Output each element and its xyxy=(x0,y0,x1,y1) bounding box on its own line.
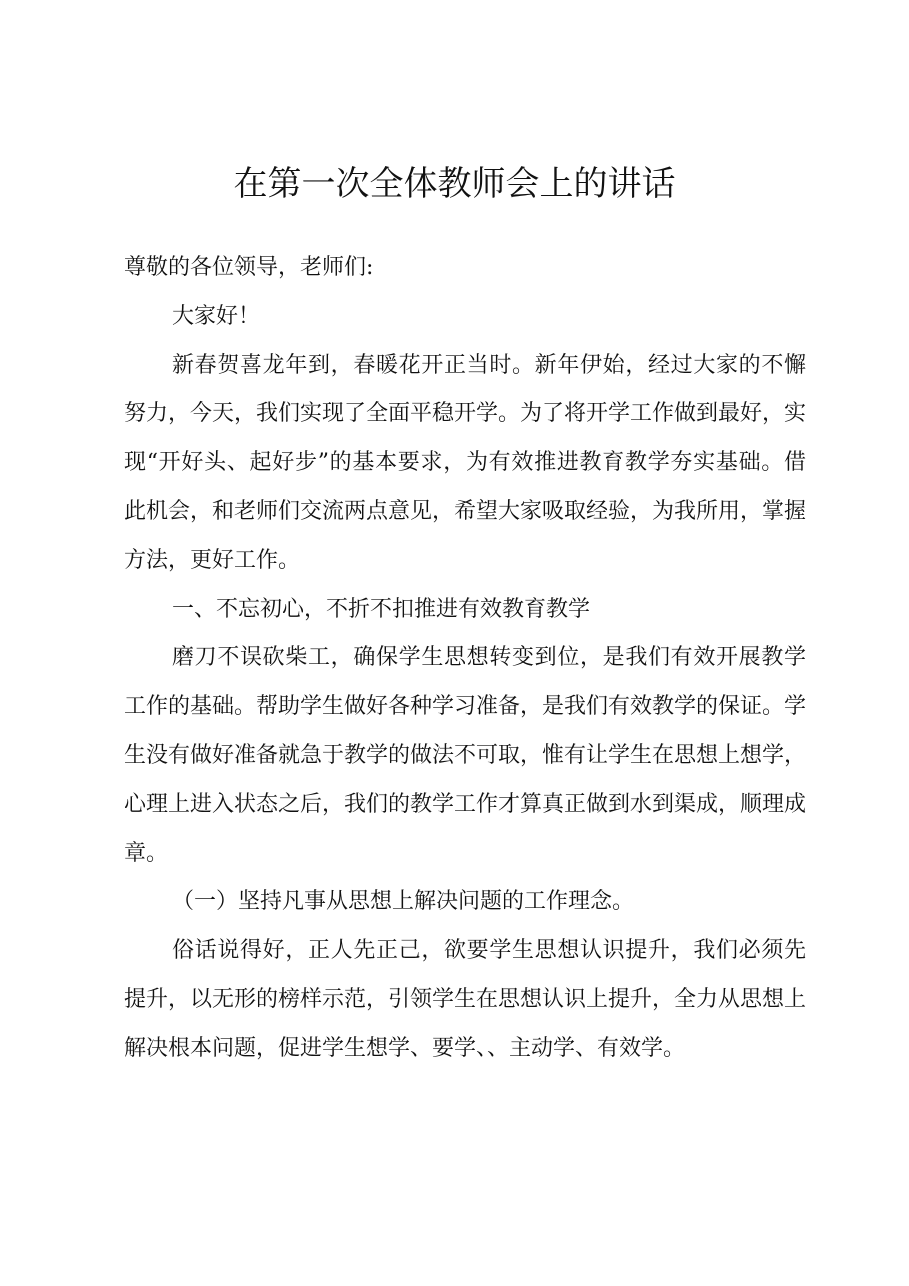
document-body xyxy=(124,244,806,1074)
greeting: 大家好！ xyxy=(172,303,261,329)
document-title: 在第一次全体教师会上的讲话 xyxy=(233,164,676,204)
salutation: 尊敬的各位领导，老师们: xyxy=(124,255,374,280)
section-paragraph-1: 磨刀不误砍柴工，确保学生思想转变到位，是我们有效开展教学工作的基础。帮助学生做好各种学习准备，是我们有效教学的保证。学生没有做好准备就急于教学的做法不可取，惟有让学生在思想上想学，心理上进入状态之后，我们的教学工作才算真正做到水到渠成，顺理成章。 xyxy=(124,645,807,866)
subsection-heading-1: （一）坚持凡事从思想上解决问题的工作理念。 xyxy=(172,889,635,915)
intro-paragraph: 新春贺喜龙年到，春暖花开正当时。新年伊始，经过大家的不懈努力，今天，我们实现了全面平稳开学。为了将开学工作做到最好，实现“开好头、起好步”的基本要求，为有效推进教育教学夯实基础。借此机会，和老师们交流两点意见，希望大家吸取经验，为我所用，掌握方法，更好工作。 xyxy=(124,352,807,573)
section-heading-1: 一、不忘初心，不折不扣推进有效教育教学 xyxy=(172,596,591,622)
subsection-paragraph-1: 俗话说得好，正人先正己，欲要学生思想认识提升，我们必须先提升，以无形的榜样示范，引领学生在思想认识上提升，全力从思想上解决根本问题，促进学生想学、要学、、主动学、有效学。 xyxy=(124,938,807,1061)
